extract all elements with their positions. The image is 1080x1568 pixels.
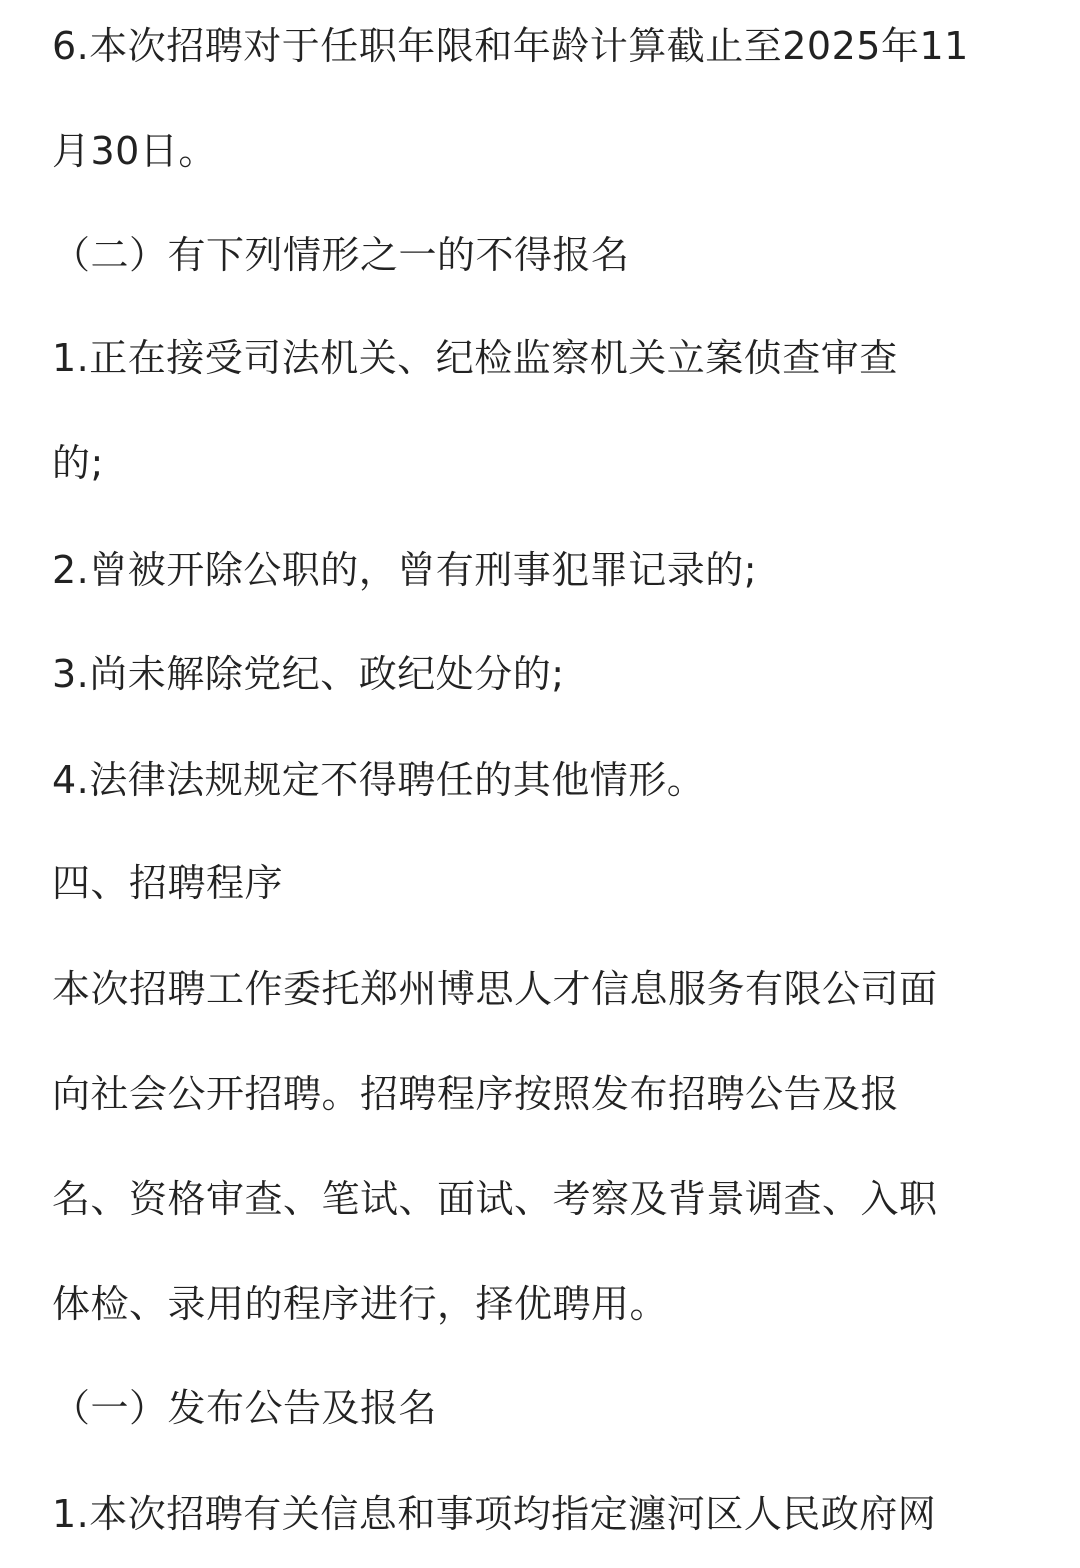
text-line-2: 月30日。	[52, 129, 217, 173]
text-line-4: 1.正在接受司法机关、纪检监察机关立案侦查审查	[52, 336, 898, 380]
text-line-1: 6.本次招聘对于任职年限和年龄计算截止至2025年11	[52, 24, 969, 68]
text-line-5: 的;	[52, 441, 104, 485]
text-line-6: 2.曾被开除公职的，曾有刑事犯罪记录的;	[52, 548, 758, 592]
text-line-15: 1.本次招聘有关信息和事项均指定瀍河区人民政府网	[52, 1492, 937, 1536]
section-heading-1: （一）发布公告及报名	[52, 1386, 438, 1430]
text-line-12: 名、资格审查、笔试、面试、考察及背景调查、入职	[52, 1177, 938, 1221]
text-line-13: 体检、录用的程序进行，择优聘用。	[52, 1282, 669, 1326]
text-line-11: 向社会公开招聘。招聘程序按照发布招聘公告及报	[52, 1072, 900, 1116]
section-heading-2: （二）有下列情形之一的不得报名	[52, 233, 630, 277]
text-line-7: 3.尚未解除党纪、政纪处分的;	[52, 652, 565, 696]
text-line-8: 4.法律法规规定不得聘任的其他情形。	[52, 758, 706, 802]
section-heading-4: 四、招聘程序	[52, 861, 284, 905]
text-line-10: 本次招聘工作委托郑州博思人才信息服务有限公司面	[52, 967, 938, 1011]
